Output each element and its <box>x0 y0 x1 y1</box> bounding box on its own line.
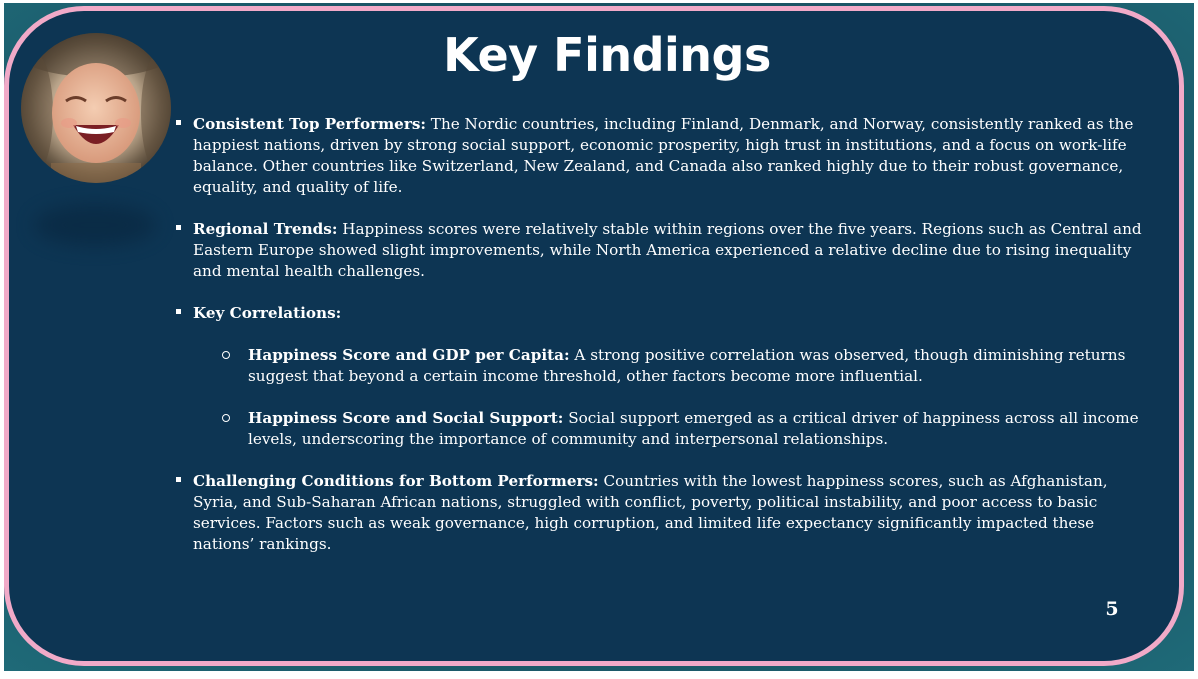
circle-bullet-icon <box>222 414 230 422</box>
list-item-bottom-performers <box>176 471 1146 555</box>
square-bullet-icon <box>176 477 181 482</box>
list-item-text: Happiness scores were relatively stable within regions over the five years. Regions such as Central and Eastern Europe showed slight improvements, while North America experienced a relative decline due to rising inequality and mental health challenges. <box>193 220 1142 280</box>
sub-item-heading: Happiness Score and GDP per Capita: <box>248 346 570 364</box>
page-number: 5 <box>1105 598 1119 620</box>
list-item-key-correlations <box>176 303 1146 324</box>
avatar-shadow <box>34 204 156 246</box>
smiling-child-photo <box>21 33 171 183</box>
list-item-top-performers <box>176 114 1146 198</box>
page-title: Key Findings <box>443 28 771 82</box>
list-item-regional-trends <box>176 219 1146 282</box>
square-bullet-icon <box>176 225 181 230</box>
findings-list <box>176 114 1146 576</box>
sub-item-social-support <box>176 408 1146 450</box>
list-item-heading: Regional Trends: <box>193 220 338 238</box>
square-bullet-icon <box>176 120 181 125</box>
list-item-heading: Challenging Conditions for Bottom Performers: <box>193 472 599 490</box>
sub-item-gdp <box>176 345 1146 387</box>
sub-item-text: Social support emerged as a critical driver of happiness across all income levels, underscoring the importance of community and interpersonal relationships. <box>248 409 1139 448</box>
list-item-text: Countries with the lowest happiness scores, such as Afghanistan, Syria, and Sub-Saharan African nations, struggled with conflict, poverty, political instability, and poor access to basic services. Factors such as weak governance, high corruption, and limited life expectancy significantly impacted these nations’ rankings. <box>193 472 1108 553</box>
list-item-heading: Key Correlations: <box>193 304 342 322</box>
sub-item-text: A strong positive correlation was observed, though diminishing returns suggest that beyond a certain income threshold, other factors become more influential. <box>248 346 1126 385</box>
list-item-text: The Nordic countries, including Finland, Denmark, and Norway, consistently ranked as the happiest nations, driven by strong social support, economic prosperity, high trust in institutions, and a focus on work-life balance. Other countries like Switzerland, New Zealand, and Canada also ranked highly due to their robust governance, equality, and quality of life. <box>193 115 1134 196</box>
sub-item-heading: Happiness Score and Social Support: <box>248 409 564 427</box>
list-item-heading: Consistent Top Performers: <box>193 115 426 133</box>
square-bullet-icon <box>176 309 181 314</box>
circle-bullet-icon <box>222 351 230 359</box>
avatar[interactable] <box>21 33 171 183</box>
